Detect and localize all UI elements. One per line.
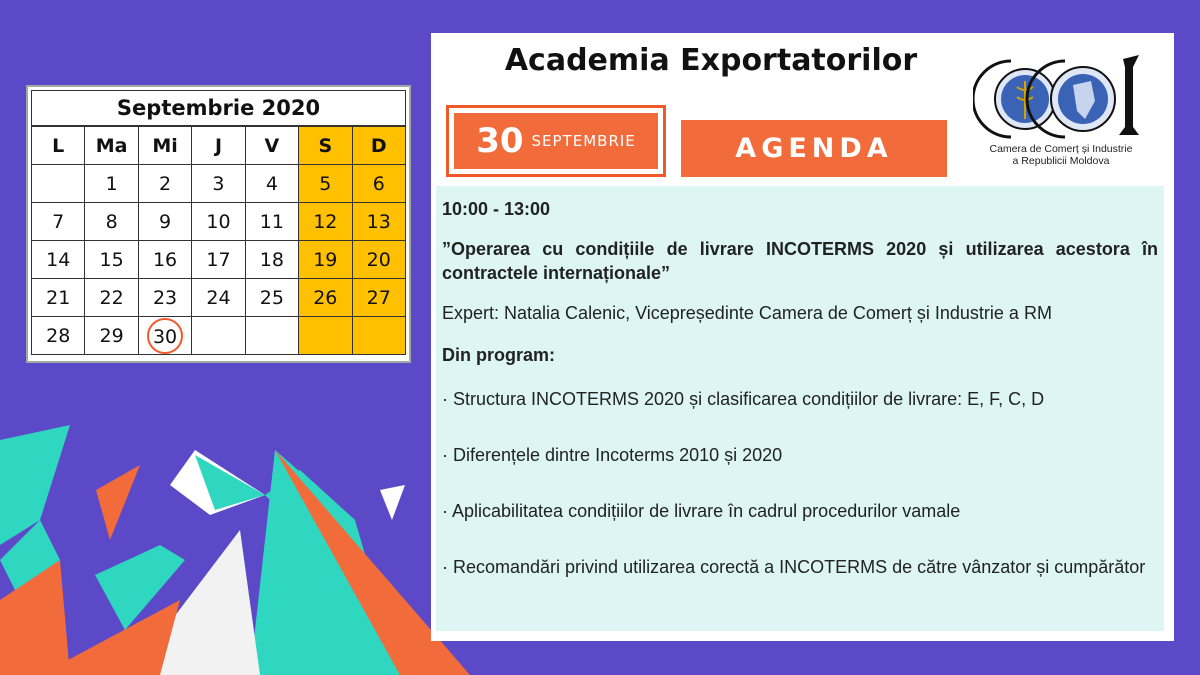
calendar-weekday-row (32, 127, 406, 165)
day-cell: 29 (85, 317, 138, 355)
cci-logo-icon (973, 49, 1153, 189)
agenda-label: AGENDA (681, 120, 947, 177)
day-cell: 22 (85, 279, 138, 317)
page-title: Academia Exportatorilor (504, 43, 918, 78)
day-cell: 14 (32, 241, 85, 279)
weekday-cell: Mi (138, 127, 191, 165)
calendar (26, 85, 411, 363)
day-cell: 21 (32, 279, 85, 317)
day-cell: 12 (299, 203, 352, 241)
date-day: 30 (476, 121, 524, 161)
day-cell (32, 165, 85, 203)
weekday-cell: Ma (85, 127, 138, 165)
day-cell: 4 (245, 165, 298, 203)
weekday-cell: S (299, 127, 352, 165)
program-item: · Diferențele dintre Incoterms 2010 și 2020 (442, 445, 783, 465)
day-cell: 27 (352, 279, 405, 317)
calendar-week-row (32, 241, 406, 279)
agenda-content (436, 186, 1164, 631)
day-cell (192, 317, 245, 355)
day-cell: 9 (138, 203, 191, 241)
calendar-title: Septembrie 2020 (31, 90, 406, 126)
session-time: 10:00 - 13:00 (442, 199, 551, 219)
day-cell (299, 317, 352, 355)
agenda-panel (431, 33, 1174, 641)
session-expert: Expert: Natalia Calenic, Vicepreședinte Camera de Comerț și Industrie a RM (442, 303, 1052, 323)
day-cell: 20 (352, 241, 405, 279)
day-cell (352, 317, 405, 355)
logo-caption-line1: Camera de Comerț și Industrie (989, 143, 1133, 155)
day-cell: 5 (299, 165, 352, 203)
calendar-week-row (32, 203, 406, 241)
weekday-cell: D (352, 127, 405, 165)
logo-caption-line2: a Republicii Moldova (1012, 155, 1110, 167)
date-badge (446, 105, 666, 177)
weekday-cell: V (245, 127, 298, 165)
day-cell: 17 (192, 241, 245, 279)
day-cell: 15 (85, 241, 138, 279)
day-cell: 23 (138, 279, 191, 317)
day-cell: 19 (299, 241, 352, 279)
weekday-cell: J (192, 127, 245, 165)
date-badge-inner (454, 113, 658, 169)
day-cell-highlighted (138, 317, 191, 355)
logo-caption (981, 143, 1141, 167)
day-cell: 25 (245, 279, 298, 317)
day-cell: 28 (32, 317, 85, 355)
day-cell: 1 (85, 165, 138, 203)
day-cell: 10 (192, 203, 245, 241)
day-cell: 18 (245, 241, 298, 279)
calendar-week-row (32, 165, 406, 203)
calendar-week-row (32, 279, 406, 317)
weekday-cell: L (32, 127, 85, 165)
day-cell: 26 (299, 279, 352, 317)
day-cell: 24 (192, 279, 245, 317)
program-item: · Aplicabilitatea condițiilor de livrare în cadrul procedurilor vamale (442, 501, 961, 521)
day-cell: 2 (138, 165, 191, 203)
highlighted-day-circle: 30 (147, 318, 183, 354)
program-item: · Structura INCOTERMS 2020 și clasificarea condițiilor de livrare: E, F, C, D (442, 389, 1045, 409)
program-item: · Recomandări privind utilizarea corectă a INCOTERMS de către vânzator și cumpărător (442, 557, 1146, 577)
day-cell: 7 (32, 203, 85, 241)
day-cell: 16 (138, 241, 191, 279)
program-heading: Din program: (442, 345, 556, 365)
calendar-week-row (32, 317, 406, 355)
day-cell: 6 (352, 165, 405, 203)
session-topic: ”Operarea cu condițiile de livrare INCOTERMS 2020 și utilizarea acestora în contractele internaționale” (442, 239, 1158, 283)
calendar-grid (31, 126, 406, 355)
date-month: SEPTEMBRIE (531, 132, 636, 150)
day-cell: 3 (192, 165, 245, 203)
day-cell: 11 (245, 203, 298, 241)
day-cell (245, 317, 298, 355)
day-cell: 13 (352, 203, 405, 241)
day-cell: 8 (85, 203, 138, 241)
